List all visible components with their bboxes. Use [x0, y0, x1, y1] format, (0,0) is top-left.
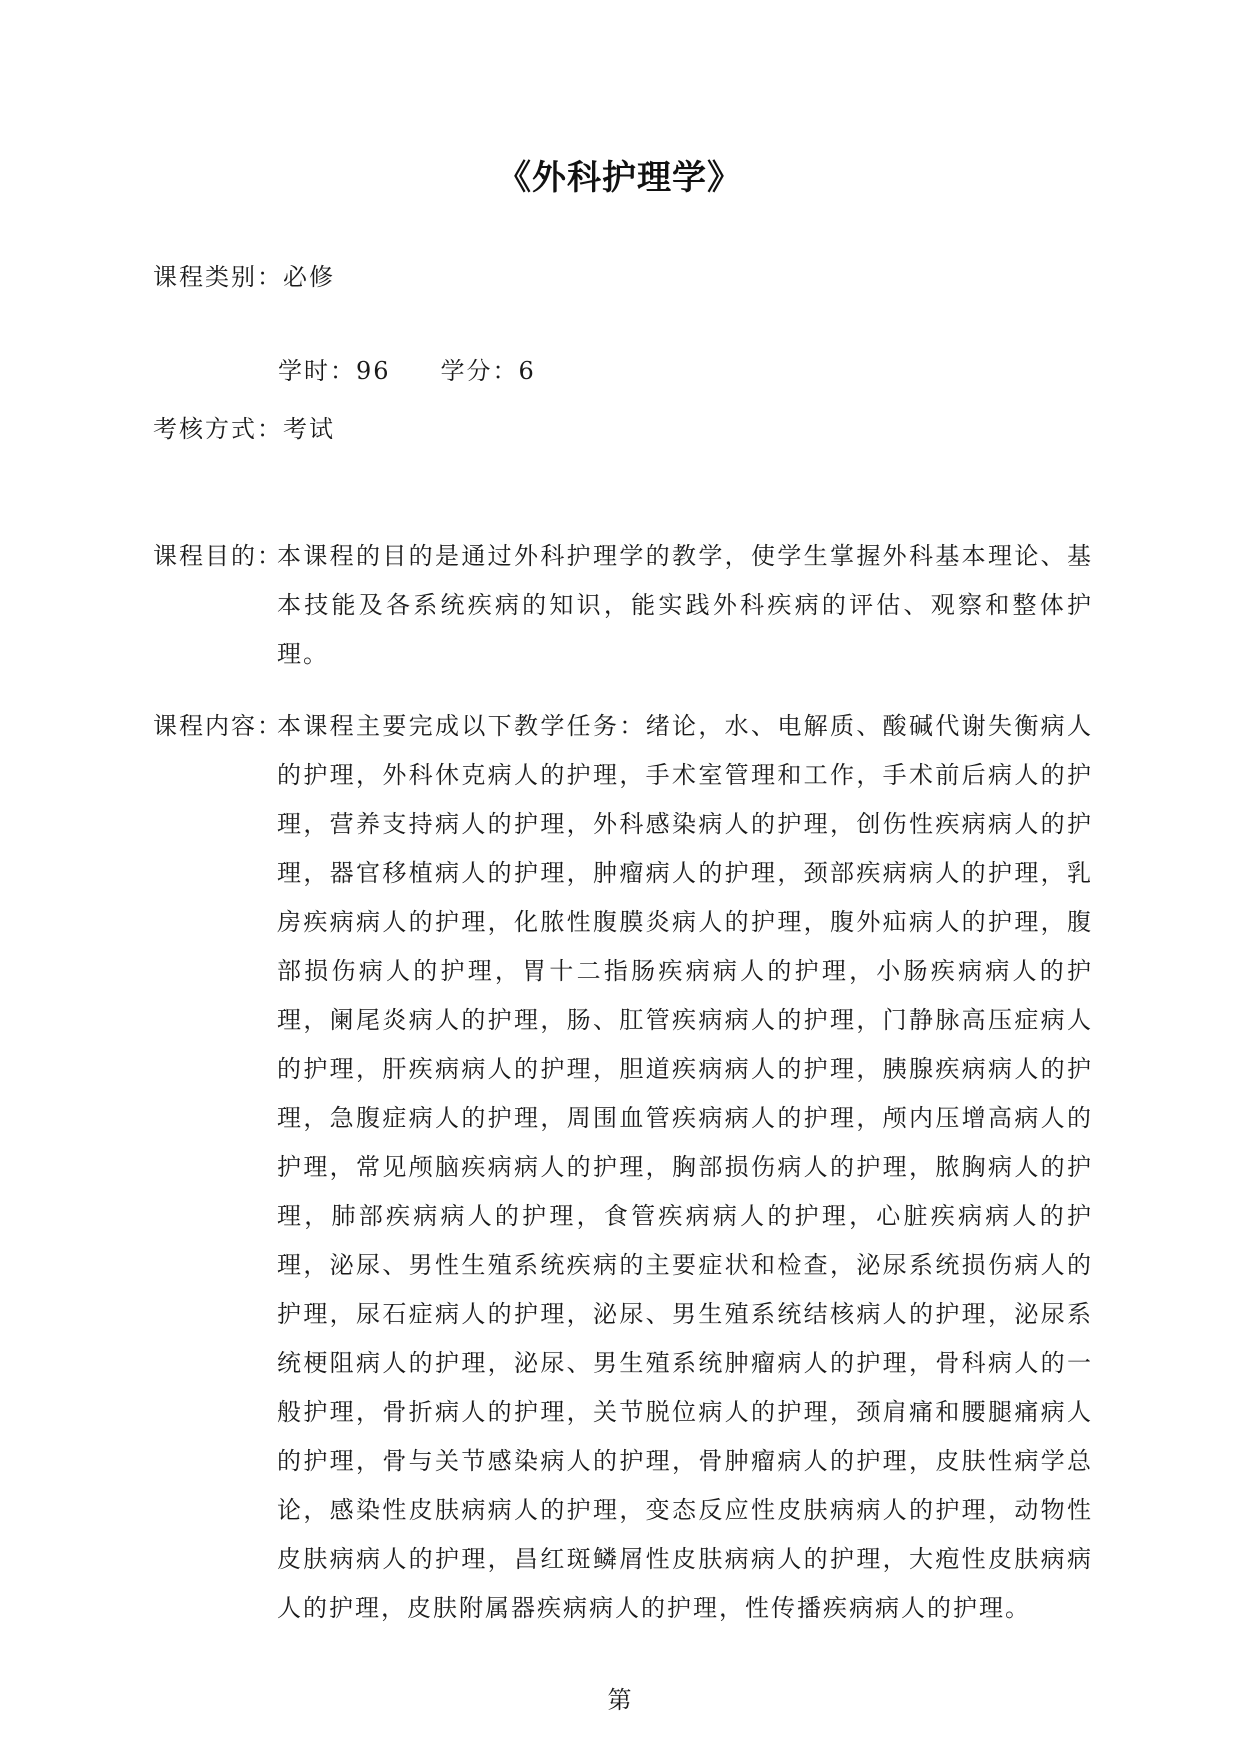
course-purpose-text: 本课程的目的是通过外科护理学的教学，使学生掌握外科基本理论、基本技能及各系统疾病的知识，能实践外科疾病的评估、观察和整体护理。 — [277, 542, 1093, 668]
hours-label: 学时： — [278, 357, 356, 385]
credits-value: 6 — [518, 357, 536, 385]
credits-label: 学分： — [440, 357, 519, 385]
page-footer: 第 — [607, 1686, 632, 1714]
course-purpose-label: 课程目的： — [153, 542, 283, 570]
course-content-text: 本课程主要完成以下教学任务：绪论，水、电解质、酸碱代谢失衡病人的护理，外科休克病人的护理，手术室管理和工作，手术前后病人的护理，营养支持病人的护理，外科感染病人的护理，创伤性疾病病人的护理，器官移植病人的护理，肿瘤病人的护理，颈部疾病病人的护理，乳房疾病病人的护理，化脓性腹膜炎病人的护理，腹外疝病人的护理，腹部损伤病人的护理，胃十二指肠疾病病人的护理，小肠疾病病人的护理，阑尾炎病人的护理，肠、肛管疾病病人的护理，门静脉高压症病人的护理，肝疾病病人的护理，胆道疾病病人的护理，胰腺疾病病人的护理，急腹症病人的护理，周围血管疾病病人的护理，颅内压增高病人的护理，常见颅脑疾病病人的护理，胸部损伤病人的护理，脓胸病人的护理，肺部疾病病人的护理，食管疾病病人的护理，心脏疾病病人的护理，泌尿、男性生殖系统疾病的主要症状和检查，泌尿系统损伤病人的护理，尿石症病人的护理，泌尿、男生殖系统结核病人的护理，泌尿系统梗阻病人的护理，泌尿、男生殖系统肿瘤病人的护理，骨科病人的一般护理，骨折病人的护理，关节脱位病人的护理，颈肩痛和腰腿痛病人的护理，骨与关节感染病人的护理，骨肿瘤病人的护理，皮肤性病学总论，感染性皮肤病病人的护理，变态反应性皮肤病病人的护理，动物性皮肤病病人的护理，昌红斑鳞屑性皮肤病病人的护理，大疱性皮肤病病人的护理，皮肤附属器疾病病人的护理，性传播疾病病人的护理。 — [277, 712, 1093, 1622]
hours-credits-row — [278, 356, 536, 386]
course-type-label: 课程类别： — [153, 263, 283, 291]
course-type-row — [153, 262, 335, 292]
course-content-section — [153, 702, 1093, 1633]
assessment-label: 考核方式： — [153, 415, 283, 443]
assessment-row — [153, 414, 335, 444]
assessment-value: 考试 — [283, 415, 335, 443]
hours-value: 96 — [356, 357, 391, 385]
course-content-label: 课程内容： — [153, 712, 283, 740]
course-type-value: 必修 — [283, 263, 335, 291]
course-purpose-section — [153, 532, 1093, 679]
document-title: 《外科护理学》 — [497, 158, 742, 198]
